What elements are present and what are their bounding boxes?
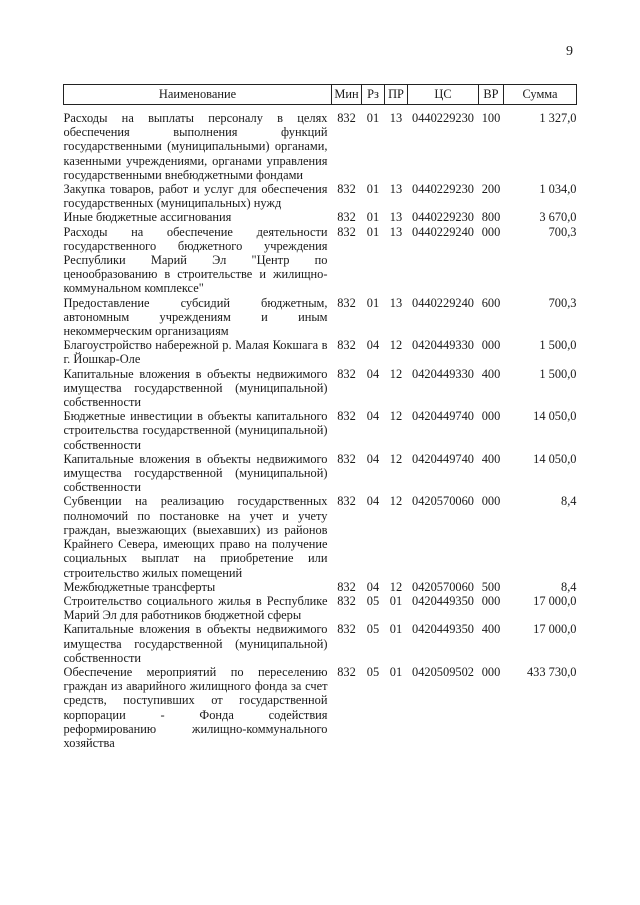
header-cs: ЦС: [408, 85, 479, 105]
cell-vr: 400: [481, 451, 501, 466]
cell-name: Закупка товаров, работ и услуг для обеспечения государственных (муниципальных) нужд: [63, 182, 328, 211]
table-row: [64, 594, 577, 622]
cell-name: Расходы на выплаты персоналу в целях обеспечения выполнения функций государственными (муниципальными) органами, казенными учреждениями, органами управления государственными внебюджетными фондами: [63, 111, 328, 182]
cell-name: Благоустройство набережной р. Малая Кокшага в г. Йошкар-Оле: [63, 338, 328, 367]
cell-pr: 12: [389, 366, 403, 381]
cell-pr: 13: [389, 111, 403, 125]
cell-min: 832: [337, 224, 356, 239]
cell-pr: 12: [389, 451, 403, 466]
cell-cs: 0420449350: [412, 622, 474, 637]
table-row: [64, 338, 577, 366]
cell-cs: 0440229240: [412, 295, 474, 310]
cell-name: Строительство социального жилья в Республике Марий Эл для работников бюджетной сферы: [63, 593, 328, 623]
cell-cs: 0420509502: [412, 664, 474, 679]
cell-rz: 01: [366, 182, 380, 197]
cell-vr: 600: [481, 295, 501, 310]
cell-cs: 0440229230: [412, 111, 474, 125]
cell-sum: 17 000,0: [533, 622, 577, 637]
cell-sum: 8,4: [561, 494, 577, 509]
cell-vr: 200: [481, 182, 501, 197]
cell-rz: 04: [366, 409, 380, 424]
cell-rz: 01: [366, 224, 380, 239]
cell-rz: 05: [366, 664, 380, 679]
cell-vr: 400: [481, 622, 501, 637]
cell-sum: 1 500,0: [539, 366, 577, 381]
cell-rz: 04: [366, 338, 380, 353]
cell-pr: 01: [389, 664, 403, 679]
table-row: [64, 182, 577, 210]
table-row: [64, 452, 577, 495]
cell-cs: 0420570060: [412, 494, 474, 509]
table-row: [64, 367, 577, 410]
header-pr: ПР: [385, 85, 408, 105]
header-name: Наименование: [64, 85, 332, 105]
cell-rz: 05: [366, 593, 380, 608]
cell-pr: 12: [389, 579, 403, 594]
cell-rz: 01: [366, 210, 380, 225]
cell-name: Предоставление субсидий бюджетным, автономным учреждениям и иным некоммерческим организациям: [63, 295, 328, 339]
cell-cs: 0420449740: [412, 451, 474, 466]
cell-min: 832: [337, 664, 356, 679]
cell-min: 832: [337, 451, 356, 466]
cell-pr: 01: [389, 593, 403, 608]
table-header-row: [64, 85, 577, 105]
cell-min: 832: [337, 338, 356, 353]
budget-table: [63, 84, 577, 750]
cell-pr: 12: [389, 338, 403, 353]
cell-pr: 12: [389, 409, 403, 424]
cell-cs: 0440229230: [412, 182, 474, 197]
cell-cs: 0420449330: [412, 338, 474, 353]
cell-sum: 3 670,0: [539, 210, 577, 225]
cell-vr: 000: [481, 338, 501, 353]
cell-name: Капитальные вложения в объекты недвижимого имущества государственной (муниципальной) собственности: [63, 622, 328, 665]
cell-name: Капитальные вложения в объекты недвижимого имущества государственной (муниципальной) собственности: [63, 451, 328, 495]
table-row: [64, 210, 577, 224]
cell-rz: 04: [366, 366, 380, 381]
cell-sum: 8,4: [561, 579, 577, 594]
cell-vr: 000: [481, 409, 501, 424]
cell-cs: 0440229230: [412, 210, 474, 225]
cell-pr: 12: [389, 494, 403, 509]
cell-sum: 14 050,0: [533, 451, 577, 466]
cell-name: Расходы на обеспечение деятельности государственного бюджетного учреждения Республики Марий Эл "Центр по ценообразованию в строительстве и жилищно-коммунальном комплексе": [63, 224, 328, 296]
cell-pr: 13: [389, 182, 403, 197]
cell-pr: 13: [389, 224, 403, 239]
table-row: [64, 105, 577, 183]
cell-min: 832: [337, 182, 356, 197]
cell-min: 832: [337, 593, 356, 608]
table-row: [64, 225, 577, 296]
cell-sum: 700,3: [548, 224, 577, 239]
cell-cs: 0420449330: [412, 366, 474, 381]
cell-sum: 1 500,0: [539, 338, 577, 353]
cell-rz: 01: [366, 295, 380, 310]
table-row: [64, 494, 577, 579]
cell-min: 832: [337, 494, 356, 509]
cell-vr: 100: [481, 111, 501, 125]
cell-vr: 500: [481, 579, 501, 594]
cell-vr: 000: [481, 593, 501, 608]
cell-min: 832: [337, 366, 356, 381]
cell-cs: 0420449350: [412, 593, 474, 608]
cell-vr: 800: [481, 210, 501, 225]
cell-name: Капитальные вложения в объекты недвижимого имущества государственной (муниципальной) собственности: [63, 366, 328, 410]
cell-name: Межбюджетные трансферты: [63, 579, 216, 594]
cell-rz: 04: [366, 494, 380, 509]
cell-min: 832: [337, 622, 356, 637]
header-min: Мин: [332, 85, 362, 105]
cell-rz: 04: [366, 451, 380, 466]
cell-min: 832: [337, 295, 356, 310]
cell-vr: 000: [481, 664, 501, 679]
cell-sum: 1 034,0: [539, 182, 577, 197]
cell-min: 832: [337, 210, 356, 225]
cell-min: 832: [337, 111, 356, 125]
cell-min: 832: [337, 579, 356, 594]
cell-sum: 433 730,0: [526, 664, 577, 679]
cell-pr: 13: [389, 210, 403, 225]
cell-cs: 0440229240: [412, 224, 474, 239]
cell-name: Субвенции на реализацию государственных полномочий по постановке на учет и учету граждан, выезжающих (выехавших) из районов Крайнего Севера, имеющих право на получение социальных выплат на приобретение или строительство жилых помещений: [63, 494, 328, 580]
cell-sum: 1 327,0: [539, 111, 577, 125]
page-number: 9: [566, 44, 573, 59]
cell-sum: 14 050,0: [533, 409, 577, 424]
header-sum: Сумма: [504, 85, 577, 105]
cell-min: 832: [337, 409, 356, 424]
header-vr: ВР: [479, 85, 504, 105]
table-row: [64, 665, 577, 750]
table-row: [64, 622, 577, 665]
table-row: [64, 580, 577, 594]
table-row: [64, 409, 577, 452]
cell-pr: 01: [389, 622, 403, 637]
cell-sum: 17 000,0: [533, 593, 577, 608]
cell-vr: 000: [481, 494, 501, 509]
cell-name: Обеспечение мероприятий по переселению граждан из аварийного жилищного фонда за счет средств, поступивших от государственной корпорации - Фонда содействия реформированию жилищно-коммунального хозяйства: [63, 664, 328, 750]
cell-pr: 13: [389, 295, 403, 310]
cell-sum: 700,3: [548, 295, 577, 310]
cell-vr: 000: [481, 224, 501, 239]
cell-rz: 01: [366, 111, 380, 125]
cell-cs: 0420449740: [412, 409, 474, 424]
cell-cs: 0420570060: [412, 579, 474, 594]
table-body: [64, 105, 577, 751]
cell-rz: 04: [366, 579, 380, 594]
cell-rz: 05: [366, 622, 380, 637]
cell-vr: 400: [481, 366, 501, 381]
cell-name: Иные бюджетные ассигнования: [63, 210, 232, 225]
table-row: [64, 296, 577, 339]
header-rz: Рз: [362, 85, 385, 105]
cell-name: Бюджетные инвестиции в объекты капитального строительства государственной (муниципальной) собственности: [63, 409, 328, 452]
